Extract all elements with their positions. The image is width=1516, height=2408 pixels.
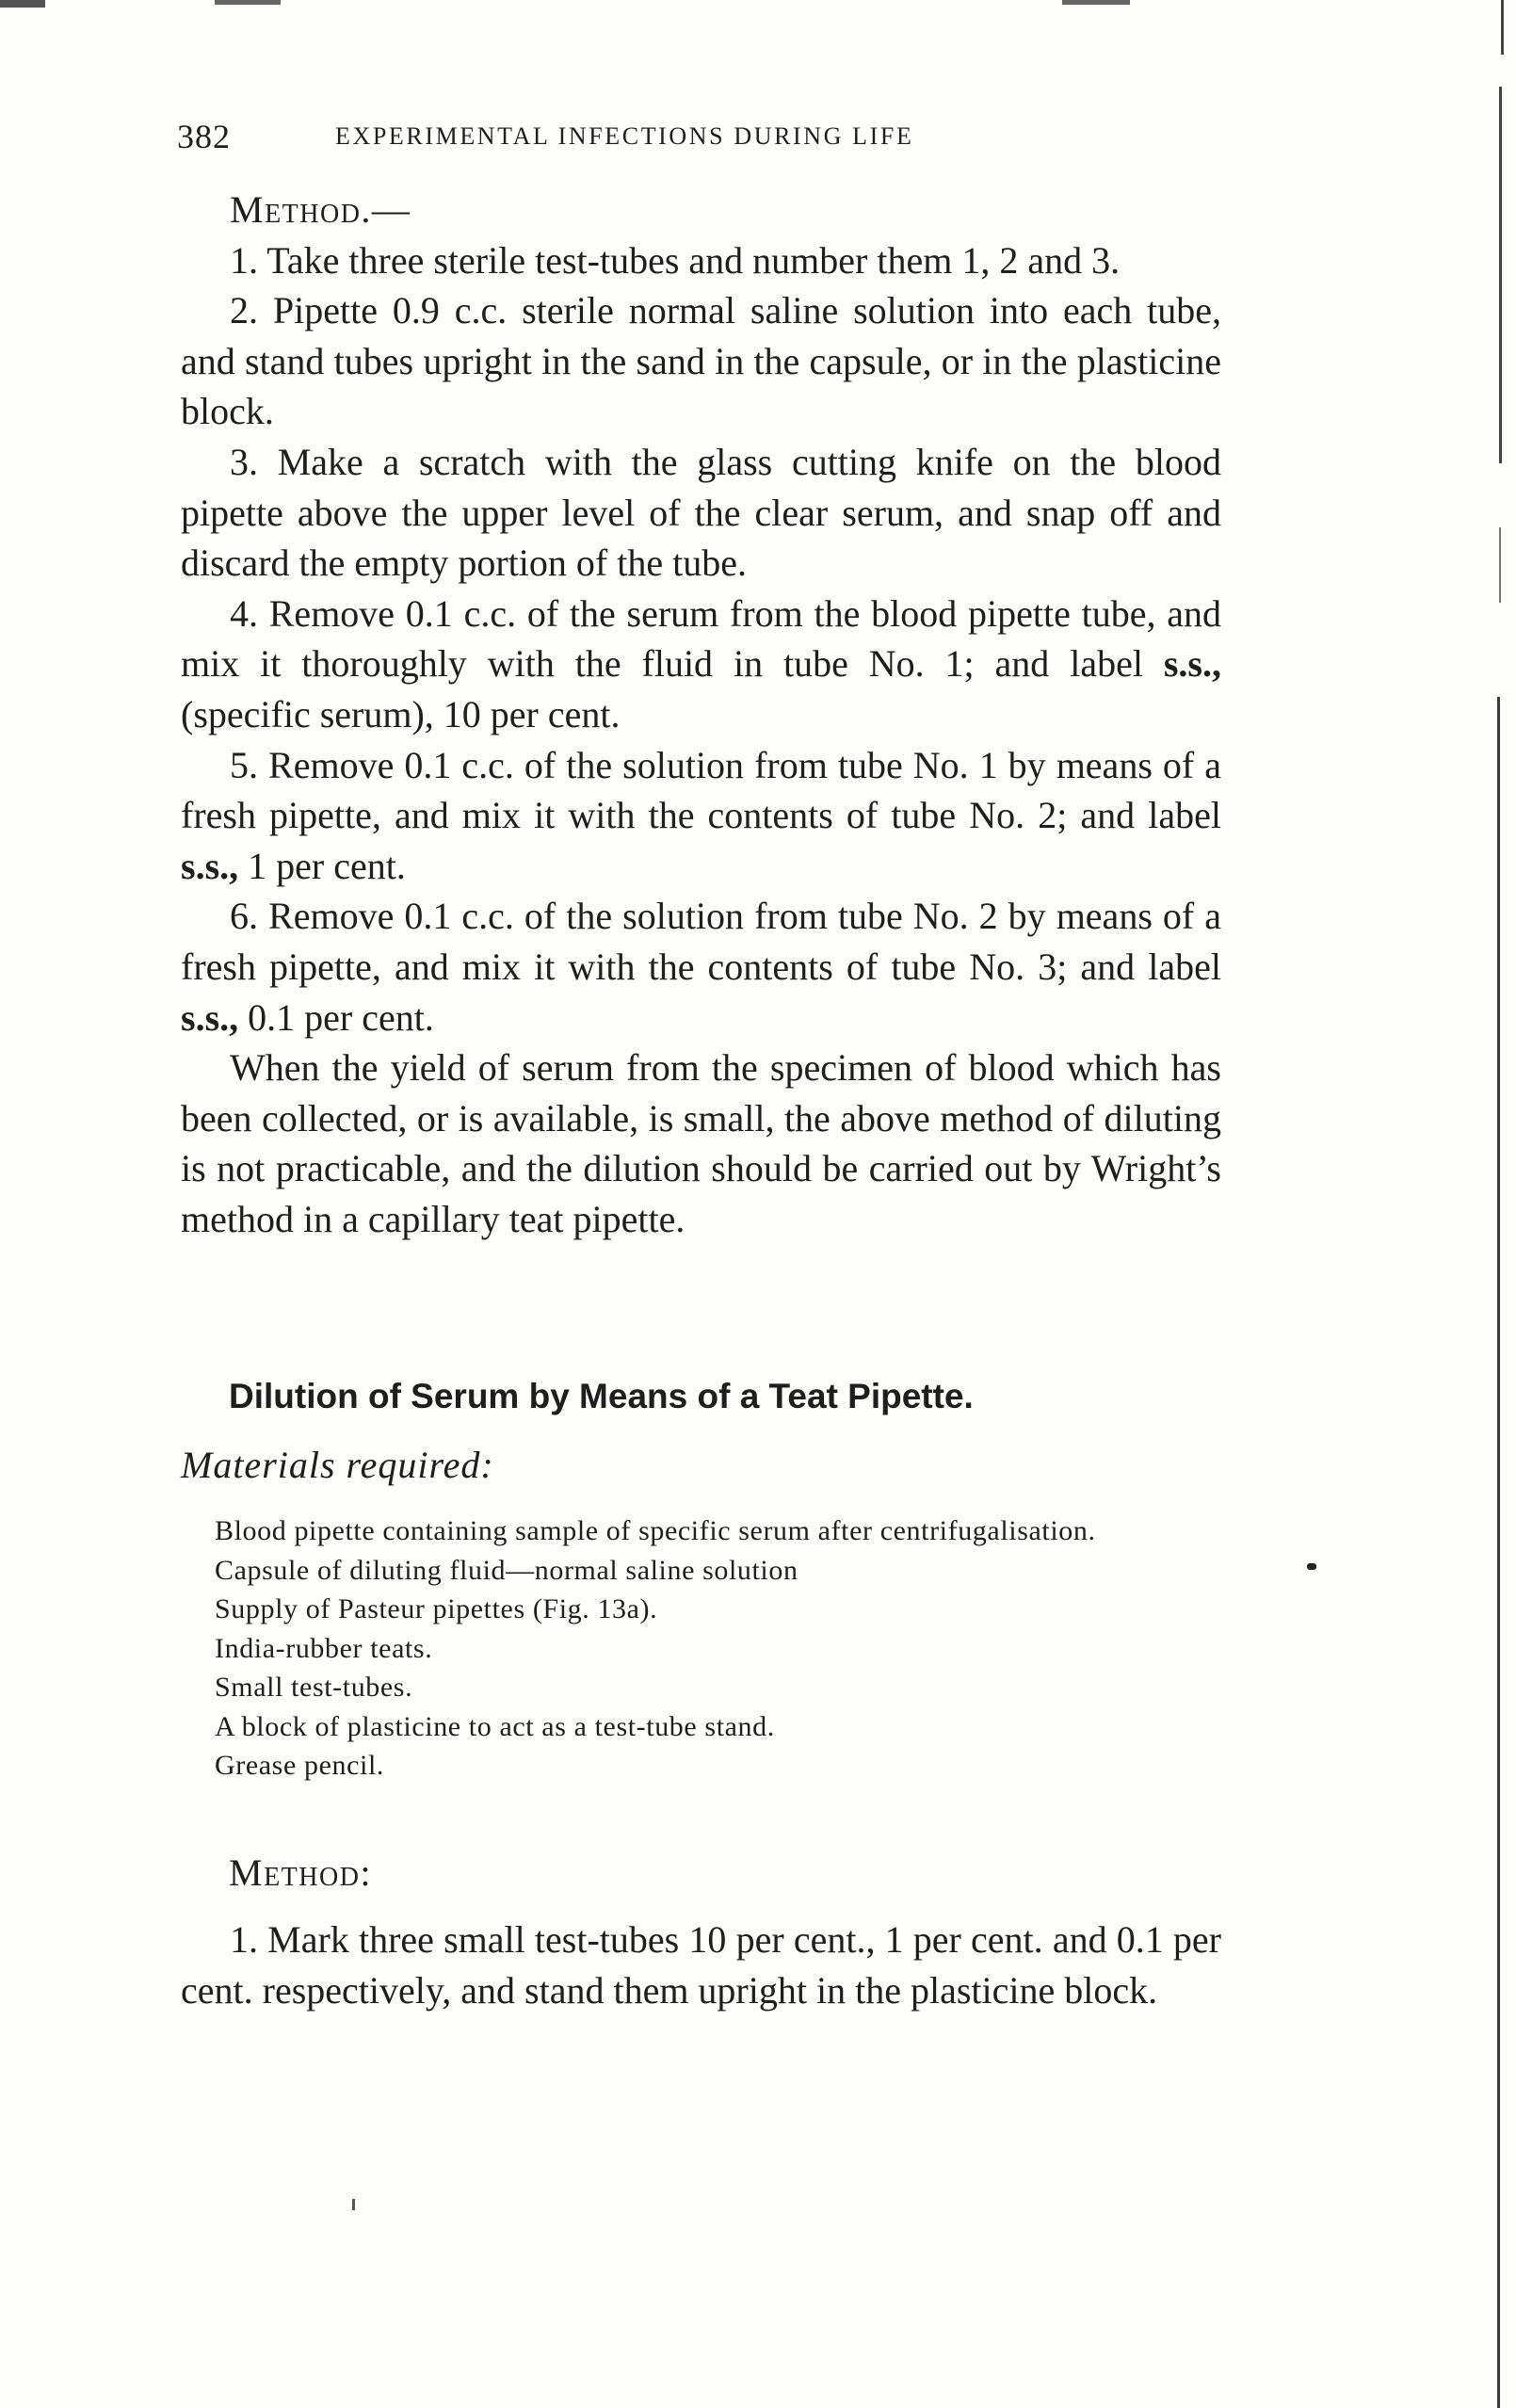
- step-5-text: 5. Remove 0.1 c.c. of the solution from tube No. 1 by means of a fresh pipette, and mix it with the contents of tube No. 2; and label: [181, 743, 1221, 837]
- page-edge-line: [1497, 697, 1500, 2408]
- page-edge-line: [1501, 0, 1504, 55]
- step-6-tail: 0.1 per cent.: [238, 995, 434, 1039]
- step-5: [181, 740, 1221, 892]
- step-5-tail: 1 per cent.: [238, 844, 406, 887]
- method-2-step-1: 1. Mark three small test-tubes 10 per cent., 1 per cent. and 0.1 per cent. respectively, and stand them upright in the plasticine block.: [181, 1918, 1221, 2012]
- page-edge-line: [1499, 87, 1502, 463]
- materials-list: [181, 1511, 1221, 1786]
- running-head-title: EXPERIMENTAL INFECTIONS DURING LIFE: [335, 122, 914, 150]
- running-header: [177, 117, 1213, 154]
- step-5-label: s.s.,: [181, 844, 239, 887]
- method-heading: Method.—: [230, 188, 411, 231]
- step-4-tail: (specific serum), 10 per cent.: [181, 692, 621, 735]
- list-item: Grease pencil.: [215, 1750, 384, 1781]
- closing-paragraph: When the yield of serum from the specimen of blood which has been collected, or is available, is small, the above method of diluting is not practicable, and the dilution should be carried out by Wright’s method in a capillary teat pipette.: [181, 1046, 1221, 1240]
- step-4-label: s.s.,: [1163, 642, 1221, 686]
- ink-speck: [352, 2199, 355, 2210]
- list-item: Small test-tubes.: [215, 1672, 413, 1703]
- scan-mark: [0, 0, 45, 8]
- list-item: Blood pipette containing sample of specific serum after centrifugalisation.: [215, 1515, 1096, 1546]
- scan-mark: [215, 0, 281, 5]
- ink-speck: [1307, 1563, 1316, 1570]
- list-item: A block of plasticine to act as a test-tube stand.: [215, 1710, 775, 1742]
- method-2-heading: Method:: [229, 1851, 373, 1894]
- step-2: 2. Pipette 0.9 c.c. sterile normal saline solution into each tube, and stand tubes upright in the sand in the capsule, or in the plasticine block.: [181, 289, 1221, 433]
- step-6-text: 6. Remove 0.1 c.c. of the solution from tube No. 2 by means of a fresh pipette, and mix it with the contents of tube No. 3; and label: [181, 895, 1221, 988]
- scan-mark: [1062, 0, 1130, 5]
- list-item: Supply of Pasteur pipettes (Fig. 13a).: [215, 1593, 658, 1624]
- method-section: [181, 185, 1221, 1244]
- section-heading: Dilution of Serum by Means of a Teat Pipette.: [229, 1377, 974, 1415]
- materials-title: Materials required:: [181, 1444, 494, 1486]
- step-4-text: 4. Remove 0.1 c.c. of the serum from the blood pipette tube, and mix it thoroughly with the fluid in tube No. 1; and label: [181, 591, 1221, 686]
- step-3: 3. Make a scratch with the glass cutting knife on the blood pipette above the upper level of the clear serum, and snap off and discard the empty portion of the tube.: [181, 440, 1221, 585]
- page-number: 382: [177, 118, 231, 155]
- method-2-section: [181, 1915, 1221, 2015]
- step-1: 1. Take three sterile test-tubes and number them 1, 2 and 3.: [230, 238, 1121, 282]
- list-item: Capsule of diluting fluid—normal saline solution: [215, 1554, 798, 1586]
- step-4: [181, 589, 1221, 740]
- step-6-label: s.s.,: [181, 995, 239, 1039]
- list-item: India-rubber teats.: [215, 1632, 433, 1664]
- step-6: [181, 891, 1221, 1042]
- page-edge-line: [1499, 527, 1501, 603]
